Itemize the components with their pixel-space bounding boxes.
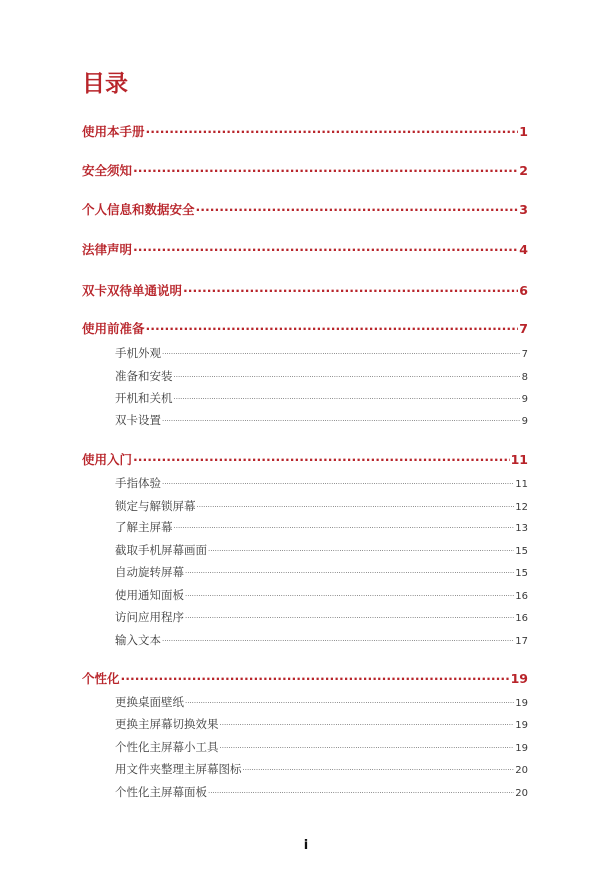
toc-page-number: 6 xyxy=(519,283,528,298)
toc-section-entry[interactable] xyxy=(115,345,528,361)
toc-page-number: 19 xyxy=(515,720,528,731)
toc-page-number: 9 xyxy=(521,394,528,405)
toc-dot-leader xyxy=(174,390,521,402)
toc-chapter-label: 使用前准备 xyxy=(82,321,145,336)
toc-dot-leader xyxy=(185,587,514,599)
toc-section-label: 输入文本 xyxy=(115,633,161,647)
toc-dot-leader xyxy=(185,564,514,576)
toc-page-number: 7 xyxy=(521,349,528,360)
toc-page-number: 8 xyxy=(521,372,528,383)
toc-dot-leader xyxy=(185,609,514,621)
toc-page-number: 4 xyxy=(519,242,528,257)
toc-section-label: 更换桌面壁纸 xyxy=(115,695,184,709)
toc-dot-leader xyxy=(133,450,510,464)
toc-dot-leader xyxy=(162,475,514,487)
toc-section-label: 双卡设置 xyxy=(115,413,161,427)
toc-section-entry[interactable] xyxy=(115,475,528,491)
toc-page-number: 17 xyxy=(515,636,528,647)
toc-section-entry[interactable] xyxy=(115,739,528,755)
toc-section-label: 使用通知面板 xyxy=(115,588,184,602)
toc-dot-leader xyxy=(183,281,518,295)
toc-dot-leader xyxy=(146,122,519,136)
toc-section-entry[interactable] xyxy=(115,716,528,732)
toc-dot-leader xyxy=(243,761,515,773)
toc-dot-leader xyxy=(146,319,519,333)
toc-section-entry[interactable] xyxy=(115,519,528,535)
toc-dot-leader xyxy=(162,632,514,644)
toc-dot-leader xyxy=(197,498,515,510)
toc-section-entry[interactable] xyxy=(115,564,528,580)
toc-chapter-entry[interactable] xyxy=(82,240,528,260)
toc-chapter-entry[interactable] xyxy=(82,319,528,339)
toc-chapter-label: 双卡双待单通说明 xyxy=(82,283,183,298)
toc-chapter-label: 个人信息和数据安全 xyxy=(82,202,195,217)
toc-page-number: 19 xyxy=(510,671,528,686)
footer-page-number: i xyxy=(303,838,309,853)
toc-page-number: 11 xyxy=(510,452,528,467)
toc-section-entry[interactable] xyxy=(115,368,528,384)
toc-chapter-entry[interactable] xyxy=(82,200,528,220)
toc-dot-leader xyxy=(208,542,514,554)
toc-dot-leader xyxy=(174,368,521,380)
toc-section-entry[interactable] xyxy=(115,390,528,406)
toc-section-label: 用文件夹整理主屏幕图标 xyxy=(115,762,242,776)
toc-page-number: 2 xyxy=(519,163,528,178)
toc-page-number: 3 xyxy=(519,202,528,217)
toc-page-number: 16 xyxy=(515,591,528,602)
toc-chapter-label: 使用入门 xyxy=(82,452,133,467)
toc-section-label: 开机和关机 xyxy=(115,391,173,405)
toc-dot-leader xyxy=(174,519,515,531)
toc-section-label: 访问应用程序 xyxy=(115,610,184,624)
toc-dot-leader xyxy=(220,739,515,751)
toc-section-entry[interactable] xyxy=(115,784,528,800)
toc-section-entry[interactable] xyxy=(115,694,528,710)
toc-dot-leader xyxy=(208,784,514,796)
toc-section-label: 更换主屏幕切换效果 xyxy=(115,717,219,731)
toc-page-number: 15 xyxy=(515,568,528,579)
toc-chapter-entry[interactable] xyxy=(82,450,528,470)
toc-section-label: 自动旋转屏幕 xyxy=(115,565,184,579)
toc-page-number: 20 xyxy=(515,788,528,799)
toc-dot-leader xyxy=(185,694,514,706)
toc-page-number: 13 xyxy=(515,523,528,534)
toc-section-label: 了解主屏幕 xyxy=(115,520,173,534)
toc-page-number: 7 xyxy=(519,321,528,336)
toc-page-number: 1 xyxy=(519,124,528,139)
toc-chapter-label: 安全须知 xyxy=(82,163,133,178)
toc-dot-leader xyxy=(220,716,515,728)
toc-section-entry[interactable] xyxy=(115,498,528,514)
toc-chapter-label: 个性化 xyxy=(82,671,120,686)
toc-section-label: 锁定与解锁屏幕 xyxy=(115,499,196,513)
toc-section-label: 个性化主屏幕小工具 xyxy=(115,740,219,754)
toc-chapter-entry[interactable] xyxy=(82,669,528,689)
toc-dot-leader xyxy=(162,345,521,357)
toc-chapter-entry[interactable] xyxy=(82,161,528,181)
toc-chapter-label: 使用本手册 xyxy=(82,124,145,139)
toc-dot-leader xyxy=(121,669,510,683)
toc-page-number: 15 xyxy=(515,546,528,557)
toc-page-number: 12 xyxy=(515,502,528,513)
toc-dot-leader xyxy=(133,240,518,254)
toc-section-entry[interactable] xyxy=(115,609,528,625)
toc-chapter-entry[interactable] xyxy=(82,122,528,142)
toc-section-entry[interactable] xyxy=(115,761,528,777)
toc-dot-leader xyxy=(196,200,519,214)
toc-section-entry[interactable] xyxy=(115,542,528,558)
toc-section-entry[interactable] xyxy=(115,412,528,428)
toc-page-number: 11 xyxy=(515,479,528,490)
toc-page-number: 9 xyxy=(521,416,528,427)
toc-section-label: 手指体验 xyxy=(115,476,161,490)
toc-page-number: 16 xyxy=(515,613,528,624)
toc-chapter-entry[interactable] xyxy=(82,281,528,301)
toc-section-entry[interactable] xyxy=(115,632,528,648)
toc-section-label: 准备和安装 xyxy=(115,369,173,383)
toc-page-number: 19 xyxy=(515,698,528,709)
toc-section-entry[interactable] xyxy=(115,587,528,603)
toc-page-number: 19 xyxy=(515,743,528,754)
toc-dot-leader xyxy=(162,412,521,424)
toc-page-number: 20 xyxy=(515,765,528,776)
toc-section-label: 截取手机屏幕画面 xyxy=(115,543,207,557)
toc-dot-leader xyxy=(133,161,518,175)
page-title: 目录 xyxy=(82,71,128,97)
toc-section-label: 个性化主屏幕面板 xyxy=(115,785,207,799)
toc-chapter-label: 法律声明 xyxy=(82,242,133,257)
toc-section-label: 手机外观 xyxy=(115,346,161,360)
